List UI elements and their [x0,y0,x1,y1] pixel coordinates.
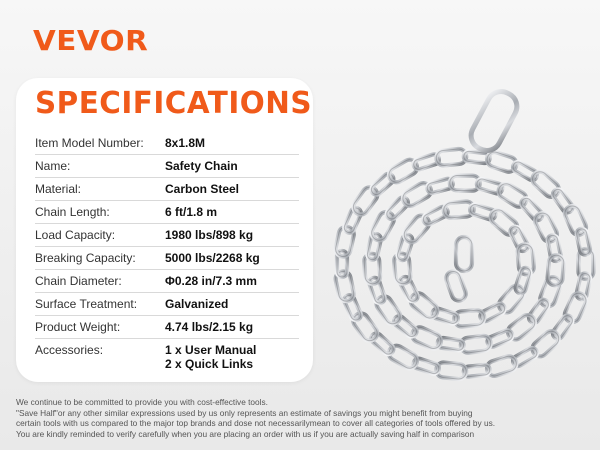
spec-label: Material: [35,182,82,196]
chain-illustration [316,82,600,394]
spec-row [35,201,299,224]
spec-row [35,224,299,247]
spec-row-accessories [35,339,299,379]
spec-value: Carbon Steel [165,182,240,196]
spec-value: 8x1.8M [165,136,206,150]
specifications-card [16,78,313,382]
spec-row [35,178,299,201]
chain-link [374,294,403,327]
spec-label: Item Model Number: [35,136,144,150]
spec-value: Φ0.28 in/7.3 mm [165,274,257,288]
spec-row [35,247,299,270]
disclaimer-line: We continue to be committed to provide you with cost-effective tools. [16,397,268,407]
accessory-item: 1 x User Manual [165,343,257,357]
spec-label: Load Capacity: [35,228,116,242]
spec-label: Chain Length: [35,205,110,219]
spec-row [35,270,299,293]
accessory-item: 2 x Quick Links [165,357,254,371]
disclaimer-line: certain tools with us compared to the major top brands and dose not necessarilymean to cover all categories of tools offered by us. [16,418,496,429]
spec-label: Surface Treatment: [35,297,138,311]
spec-row [35,155,299,178]
spec-value: 1980 lbs/898 kg [165,228,254,242]
disclaimer-line: "Save Half"or any other similar expressions used by us only represents an estimate of savings you might benefit from buying [16,407,473,418]
spec-value [165,343,299,371]
spec-label: Breaking Capacity: [35,251,136,265]
spec-value: 6 ft/1.8 m [165,205,218,219]
spec-value: 5000 lbs/2268 kg [165,251,260,265]
spec-row [35,132,299,155]
quick-link [466,87,522,156]
spec-label: Product Weight: [35,320,121,334]
spec-label: Name: [35,159,71,173]
card-title: SPECIFICATIONS [35,86,313,121]
brand-logo: VEVOR [33,24,149,57]
chain-product-image [316,82,600,394]
chain-link [496,181,529,210]
spec-label: Chain Diameter: [35,274,122,288]
spec-value: Safety Chain [165,159,238,173]
spec-row [35,293,299,316]
disclaimer [16,397,586,439]
chain-link [514,267,531,295]
disclaimer-line: You are kindly reminded to verify carefully when you are placing an order with us if you are actually saving half in comparison [16,428,475,439]
spec-value: 4.74 lbs/2.15 kg [165,320,254,334]
chain-link [456,237,472,271]
spec-table [35,132,299,379]
spec-row [35,316,299,339]
spec-value: Galvanized [165,297,229,311]
spec-label: Accessories: [35,343,104,357]
